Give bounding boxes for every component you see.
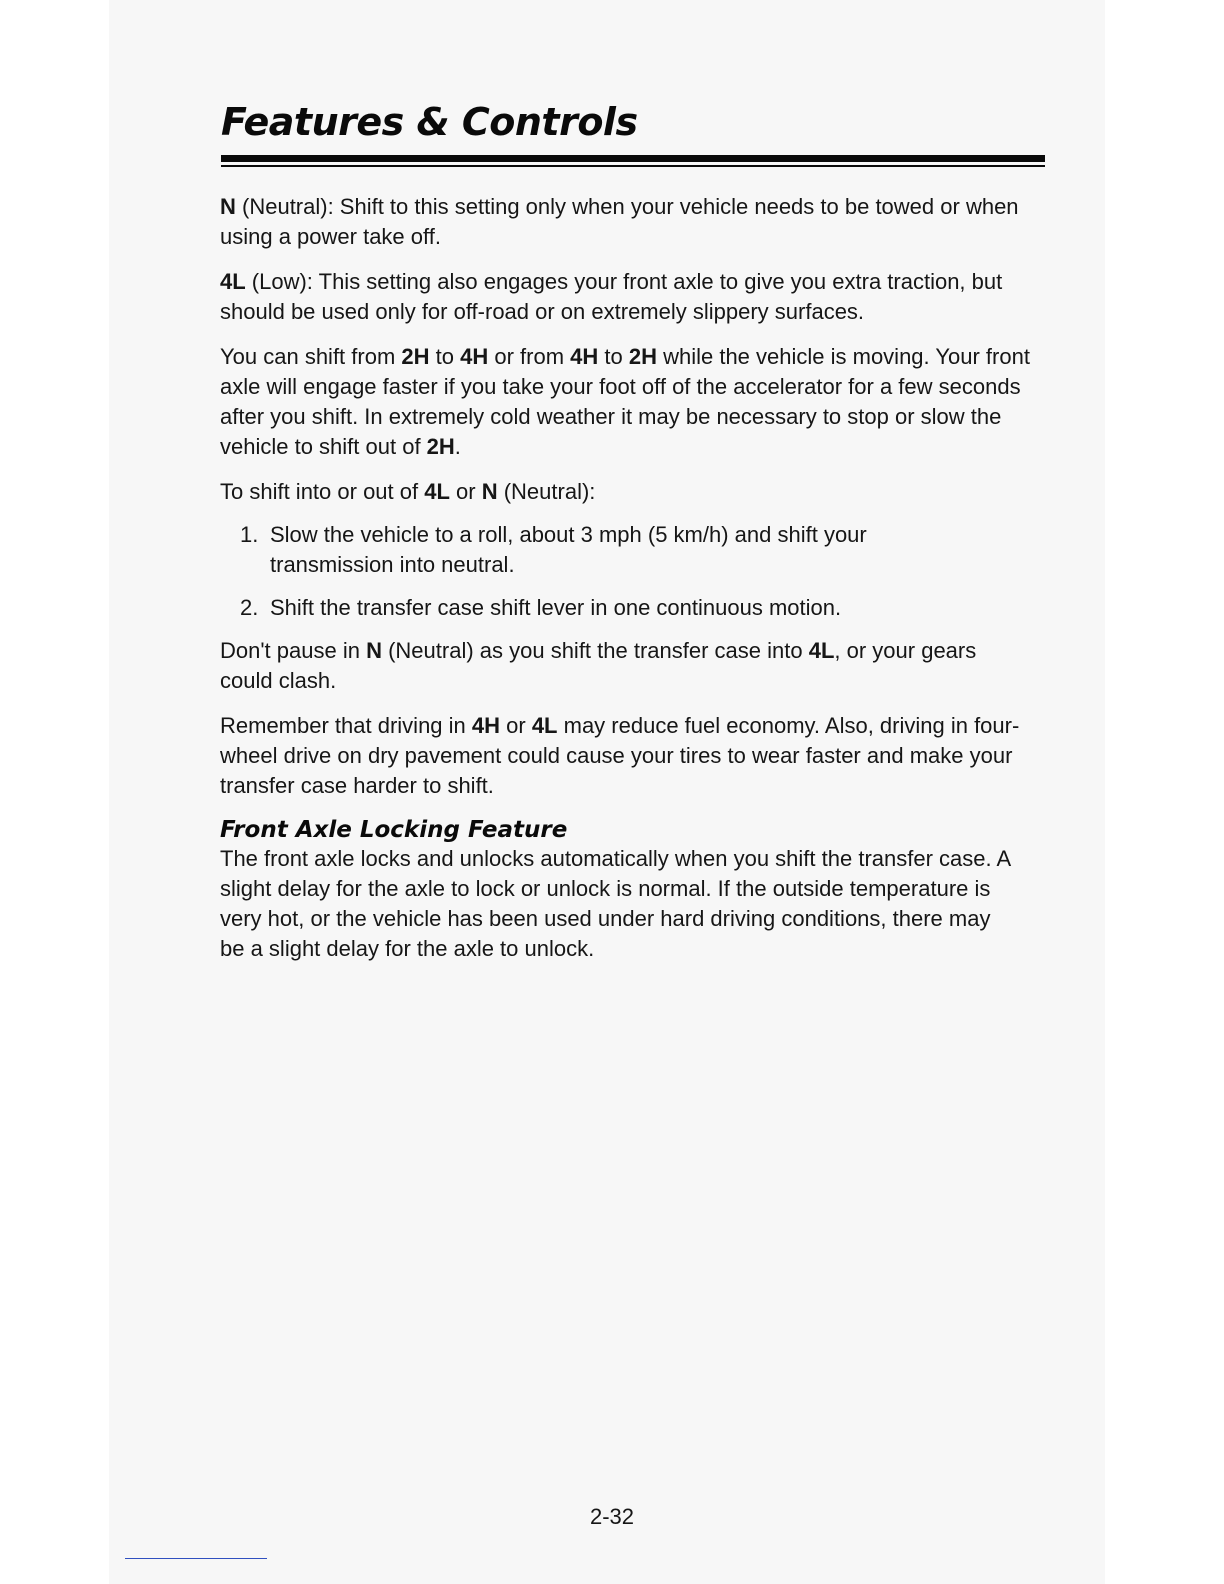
page-number: 2-32: [589, 1504, 635, 1529]
page-content: [220, 192, 1042, 979]
term-neutral: N: [220, 194, 236, 219]
list-item: 2. Shift the transfer case shift lever in one continuous motion.: [240, 595, 842, 620]
page-title: Features & Controls: [221, 100, 638, 144]
section-body: The front axle locks and unlocks automatically when you shift the transfer case. A slight delay for the axle to lock or unlock is normal. If the outside temperature is very hot, or the vehicle has been used under hard driving conditions, there may be a slight delay for the axle to unlock.: [220, 846, 1010, 961]
paragraph-shift-into: To shift into or out of 4L or N (Neutral):: [220, 479, 596, 504]
list-item: 1. Slow the vehicle to a roll, about 3 mph (5 km/h) and shift your transmission into neutral.: [240, 522, 867, 577]
term-low: 4L: [220, 269, 246, 294]
title-rule-thin: [221, 165, 1045, 167]
steps-list: [220, 520, 1042, 623]
paragraph-remember: Remember that driving in 4H or 4L may reduce fuel economy. Also, driving in four-wheel drive on dry pavement could cause your tires to wear faster and make your transfer case harder to shift.: [220, 713, 1020, 798]
footer-line: [125, 1558, 267, 1559]
paragraph-low: 4L (Low): This setting also engages your front axle to give you extra traction, but should be used only for off-road or on extremely slippery surfaces.: [220, 269, 1003, 324]
title-rule-thick: [221, 155, 1045, 162]
paragraph-neutral: N (Neutral): Shift to this setting only when your vehicle needs to be towed or when using a power take off.: [220, 194, 1019, 249]
paragraph-dont-pause: Don't pause in N (Neutral) as you shift the transfer case into 4L, or your gears could clash.: [220, 638, 977, 693]
section-heading: Front Axle Locking Feature: [220, 817, 568, 843]
paragraph-shift-2h-4h: You can shift from 2H to 4H or from 4H to 2H while the vehicle is moving. Your front axle will engage faster if you take your foot off of the accelerator for a few seconds after you shift. In extremely cold weather it may be necessary to stop or slow the vehicle to shift out of 2H.: [220, 344, 1030, 459]
